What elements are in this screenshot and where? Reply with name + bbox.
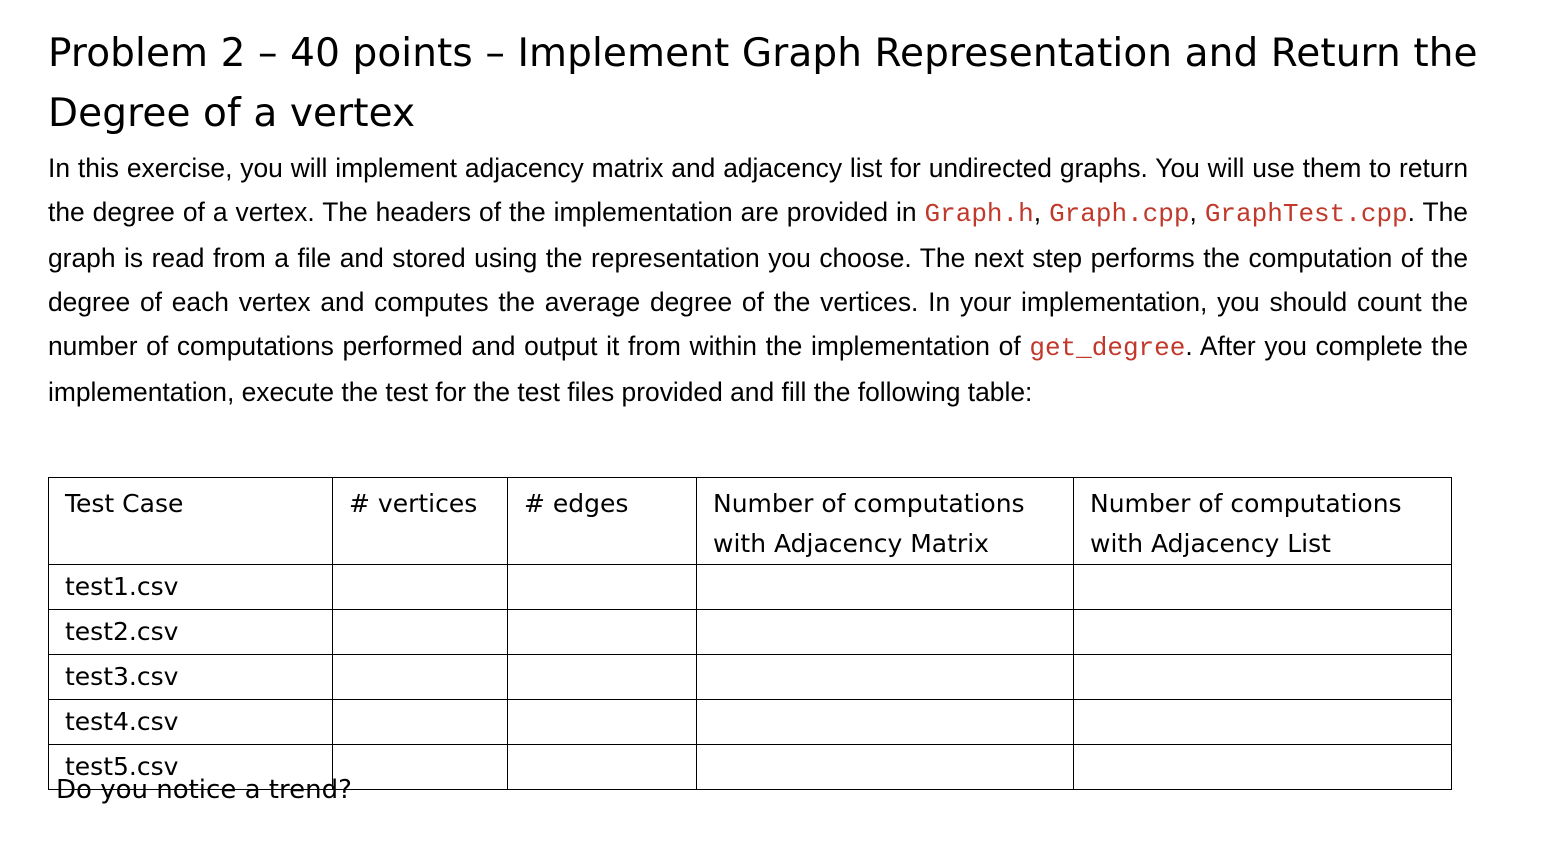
instructions-text-3: . After you complete the implementation, execute the test for the test files provided and fill the following table: xyxy=(48,331,1468,407)
header-list-line-2: with Adjacency List xyxy=(1090,529,1331,558)
cell-edges[interactable] xyxy=(508,610,697,655)
cell-test-case: test1.csv xyxy=(49,565,333,610)
cell-test-case: test4.csv xyxy=(49,700,333,745)
cell-vertices[interactable] xyxy=(333,565,508,610)
results-table xyxy=(48,477,1452,790)
header-vertices: # vertices xyxy=(333,478,508,565)
cell-test-case: test5.csv xyxy=(49,745,333,790)
trend-question: Do you notice a trend? xyxy=(56,775,352,805)
cell-list[interactable] xyxy=(1074,655,1452,700)
table-row xyxy=(49,565,1452,610)
separator-2: , xyxy=(1189,197,1205,227)
cell-matrix[interactable] xyxy=(697,610,1074,655)
header-list-line-1: Number of computations xyxy=(1090,489,1402,518)
cell-vertices[interactable] xyxy=(333,655,508,700)
cell-vertices[interactable] xyxy=(333,745,508,790)
code-graphtest-cpp: GraphTest.cpp xyxy=(1204,199,1408,229)
cell-test-case: test2.csv xyxy=(49,610,333,655)
header-matrix-line-1: Number of computations xyxy=(713,489,1025,518)
cell-vertices[interactable] xyxy=(333,700,508,745)
cell-list[interactable] xyxy=(1074,610,1452,655)
header-edges: # edges xyxy=(508,478,697,565)
cell-matrix[interactable] xyxy=(697,565,1074,610)
cell-matrix[interactable] xyxy=(697,655,1074,700)
header-list-computations xyxy=(1074,478,1452,565)
header-matrix-line-2: with Adjacency Matrix xyxy=(713,529,989,558)
cell-test-case: test3.csv xyxy=(49,655,333,700)
cell-list[interactable] xyxy=(1074,565,1452,610)
cell-list[interactable] xyxy=(1074,745,1452,790)
header-matrix-computations xyxy=(697,478,1074,565)
cell-edges[interactable] xyxy=(508,700,697,745)
instructions-paragraph xyxy=(48,146,1468,414)
table-row xyxy=(49,700,1452,745)
code-graph-cpp: Graph.cpp xyxy=(1049,199,1190,229)
table-header-row xyxy=(49,478,1452,565)
cell-edges[interactable] xyxy=(508,565,697,610)
table-row xyxy=(49,610,1452,655)
cell-edges[interactable] xyxy=(508,745,697,790)
problem-title: Problem 2 – 40 points – Implement Graph Representation and Return the Degree of a vertex xyxy=(48,31,1478,136)
instructions-text-2: . The graph is read from a file and stored using the representation you choose. The next step performs the computation of the degree of each vertex and computes the average degree of the vertices. In your implementation, you should count the number of computations performed and output it from within the implementation of xyxy=(48,197,1468,361)
cell-list[interactable] xyxy=(1074,700,1452,745)
code-get-degree: get_degree xyxy=(1029,333,1186,363)
instructions-text-1: In this exercise, you will implement adjacency matrix and adjacency list for undirected graphs. You will use them to return the degree of a vertex. The headers of the implementation are provided in xyxy=(48,153,1468,227)
header-test-case: Test Case xyxy=(49,478,333,565)
cell-edges[interactable] xyxy=(508,655,697,700)
table-row xyxy=(49,655,1452,700)
cell-vertices[interactable] xyxy=(333,610,508,655)
code-graph-h: Graph.h xyxy=(924,199,1034,229)
cell-matrix[interactable] xyxy=(697,700,1074,745)
cell-matrix[interactable] xyxy=(697,745,1074,790)
separator-1: , xyxy=(1033,197,1050,227)
